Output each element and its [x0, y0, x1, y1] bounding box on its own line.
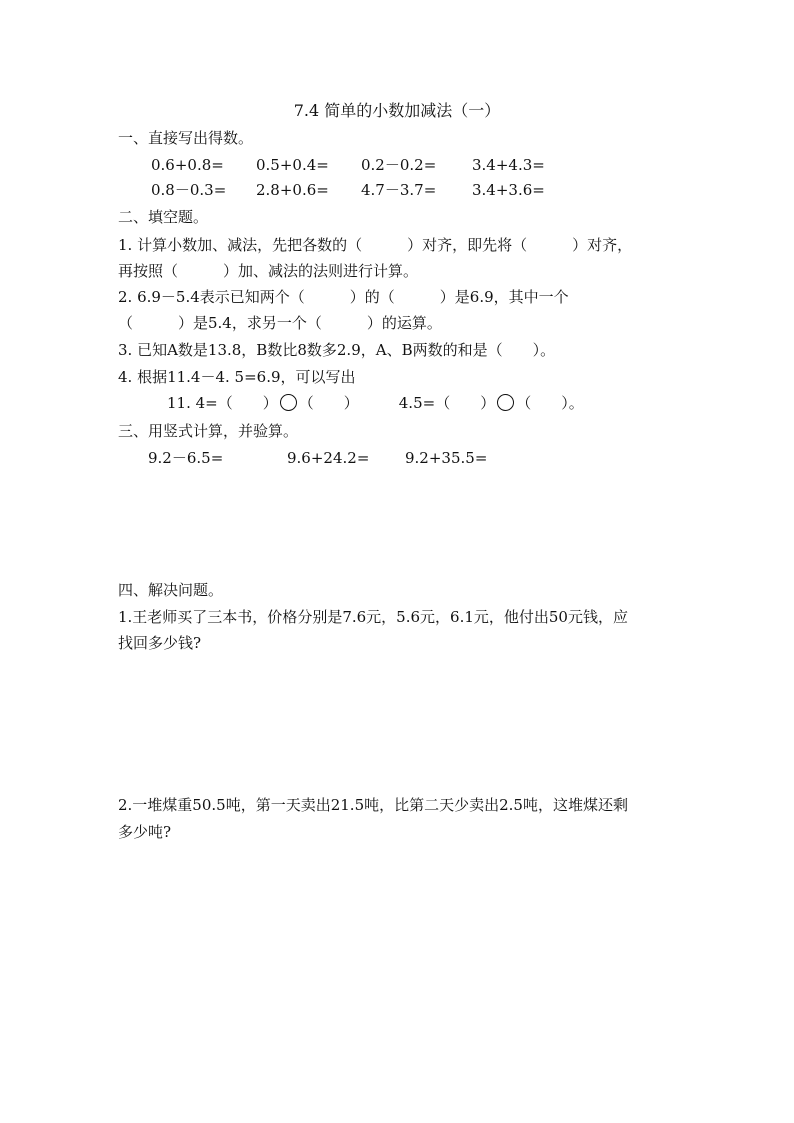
question-1-line-1: 1. 计算小数加、减法，先把各数的（ ）对齐，即先将（ ）对齐， — [118, 236, 633, 254]
operator-circle-icon — [280, 394, 297, 411]
vertical-calc-3: 9.2+35.5= — [405, 449, 488, 467]
exercise-1-1: 0.6+0.8= — [151, 156, 224, 174]
q4-part-2: （ ） — [298, 394, 359, 412]
exercise-2-4: 3.4+3.6= — [472, 181, 545, 199]
exercise-1-4: 3.4+4.3= — [472, 156, 545, 174]
problem-1-line-1: 1.王老师买了三本书，价格分别是7.6元，5.6元，6.1元，他付出50元钱，应 — [118, 608, 628, 626]
exercise-2-3: 4.7－3.7= — [361, 181, 437, 199]
vertical-calc-1: 9.2－6.5= — [148, 449, 224, 467]
section-2-heading: 二、填空题。 — [118, 208, 209, 226]
exercise-1-3: 0.2－0.2= — [361, 156, 437, 174]
section-3-heading: 三、用竖式计算，并验算。 — [118, 422, 299, 440]
problem-1-line-2: 找回多少钱? — [118, 634, 202, 652]
q4-part-4: （ ）。 — [516, 394, 584, 412]
section-1-heading: 一、直接写出得数。 — [118, 129, 254, 147]
question-2-line-2: （ ）是5.4，求另一个（ ）的运算。 — [118, 314, 442, 332]
page-title: 7.4 简单的小数加减法（一） — [293, 101, 501, 120]
exercise-2-2: 2.8+0.6= — [256, 181, 329, 199]
q4-part-1: 11. 4=（ ） — [167, 394, 278, 412]
question-2-line-1: 2. 6.9－5.4表示已知两个（ ）的（ ）是6.9，其中一个 — [118, 288, 569, 306]
exercise-2-1: 0.8－0.3= — [151, 181, 227, 199]
section-4-heading: 四、解决问题。 — [118, 581, 224, 599]
problem-2-line-1: 2.一堆煤重50.5吨，第一天卖出21.5吨，比第二天少卖出2.5吨，这堆煤还剩 — [118, 796, 628, 814]
operator-circle-icon — [497, 394, 514, 411]
question-4-line-1: 4. 根据11.4－4. 5=6.9，可以写出 — [118, 368, 356, 386]
question-3: 3. 已知A数是13.8，B数比8数多2.9，A、B两数的和是（ ）。 — [118, 341, 556, 359]
q4-part-3: 4.5=（ ） — [398, 394, 496, 412]
exercise-1-2: 0.5+0.4= — [256, 156, 329, 174]
question-4-line-2 — [167, 393, 584, 413]
question-1-line-2: 再按照（ ）加、减法的法则进行计算。 — [118, 262, 419, 280]
vertical-calc-2: 9.6+24.2= — [287, 449, 370, 467]
problem-2-line-2: 多少吨? — [118, 823, 172, 841]
